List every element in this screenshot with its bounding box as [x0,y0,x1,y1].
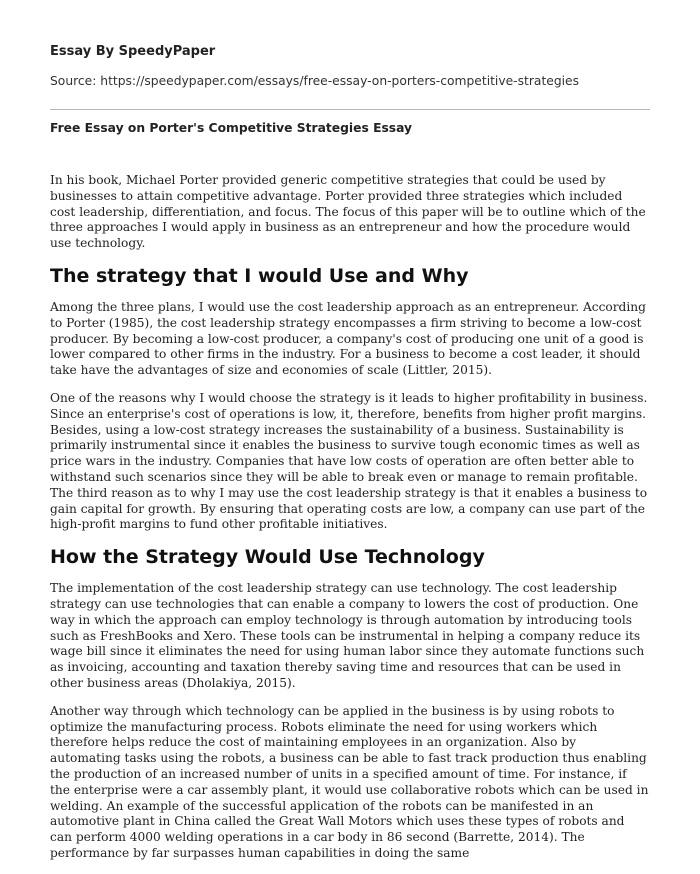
source-url: Source: https://speedypaper.com/essays/free-essay-on-porters-competitive-strategies [50,74,580,88]
body-paragraph: Another way through which technology can be applied in the business is by using robots to optimize the manufacturing process. Robots eliminate the need for using workers which therefore helps reduce the cost of maintaining employees in an organization. Also by automating tasks using the robots, a business can be able to fast track production thus enabling the production of an increased number of units in a specified amount of time. For instance, if the enterprise were a car assembly plant, it would use collaborative robots which can be used in welding. An example of the successful application of the robots can be manifested in an automotive plant in China called the Great Wall Motors which uses these types of robots and can perform 4000 welding operations in a car body in 86 second (Barrette, 2014). The performance by far surpasses human capabilities in doing the same [50,703,649,860]
brand-title: Essay By SpeedyPaper [50,44,216,59]
essay-body [50,173,650,874]
header-divider [50,109,650,110]
document-page [50,0,650,860]
section-heading-strategy: The strategy that I would Use and Why [50,264,469,287]
section-heading-technology: How the Strategy Would Use Technology [50,546,485,569]
essay-title: Free Essay on Porter's Competitive Strategies Essay [50,121,413,135]
intro-paragraph: In his book, Michael Porter provided generic competitive strategies that could be used by businesses to attain competitive advantage. Porter provided three strategies which included cost leadership, differentiation, and focus. The focus of this paper will be to outline which of the three approaches I would apply in business as an entrepreneur and how the procedure would use technology. [50,173,646,251]
body-paragraph: Among the three plans, I would use the cost leadership approach as an entrepreneur. According to Porter (1985), the cost leadership strategy encompasses a firm striving to become a low-cost producer. By becoming a low-cost producer, a company's cost of producing one unit of a good is lower compared to other firms in the industry. For a business to become a cost leader, it should take have the advantages of size and economies of scale (Littler, 2015). [50,299,646,378]
body-paragraph: One of the reasons why I would choose the strategy is it leads to higher profitability in business. Since an enterprise's cost of operations is low, it, therefore, benefits from higher profit margins. Besides, using a low-cost strategy increases the sustainability of a business. Sustainability is primarily instrumental since it enables the business to survive tough economic times as well as price wars in the industry. Companies that have low costs of operation are often better able to withstand such scenarios since they will be able to break even or manage to remain profitable. The third reason as to why I may use the cost leadership strategy is that it enables a business to gain capital for growth. By ensuring that operating costs are low, a company can use part of the high-profit margins to fund other profitable initiatives. [50,390,648,532]
body-paragraph: The implementation of the cost leadership strategy can use technology. The cost leadership strategy can use technologies that can enable a company to lowers the cost of production. One way in which the approach can employ technology is through automation by introducing tools such as FreshBooks and Xero. These tools can be instrumental in helping a company reduce its wage bill since it eliminates the need for using human labor since they automate functions such as invoicing, accounting and taxation thereby saving time and resources that can be used in other business areas (Dholakiya, 2015). [50,581,645,690]
